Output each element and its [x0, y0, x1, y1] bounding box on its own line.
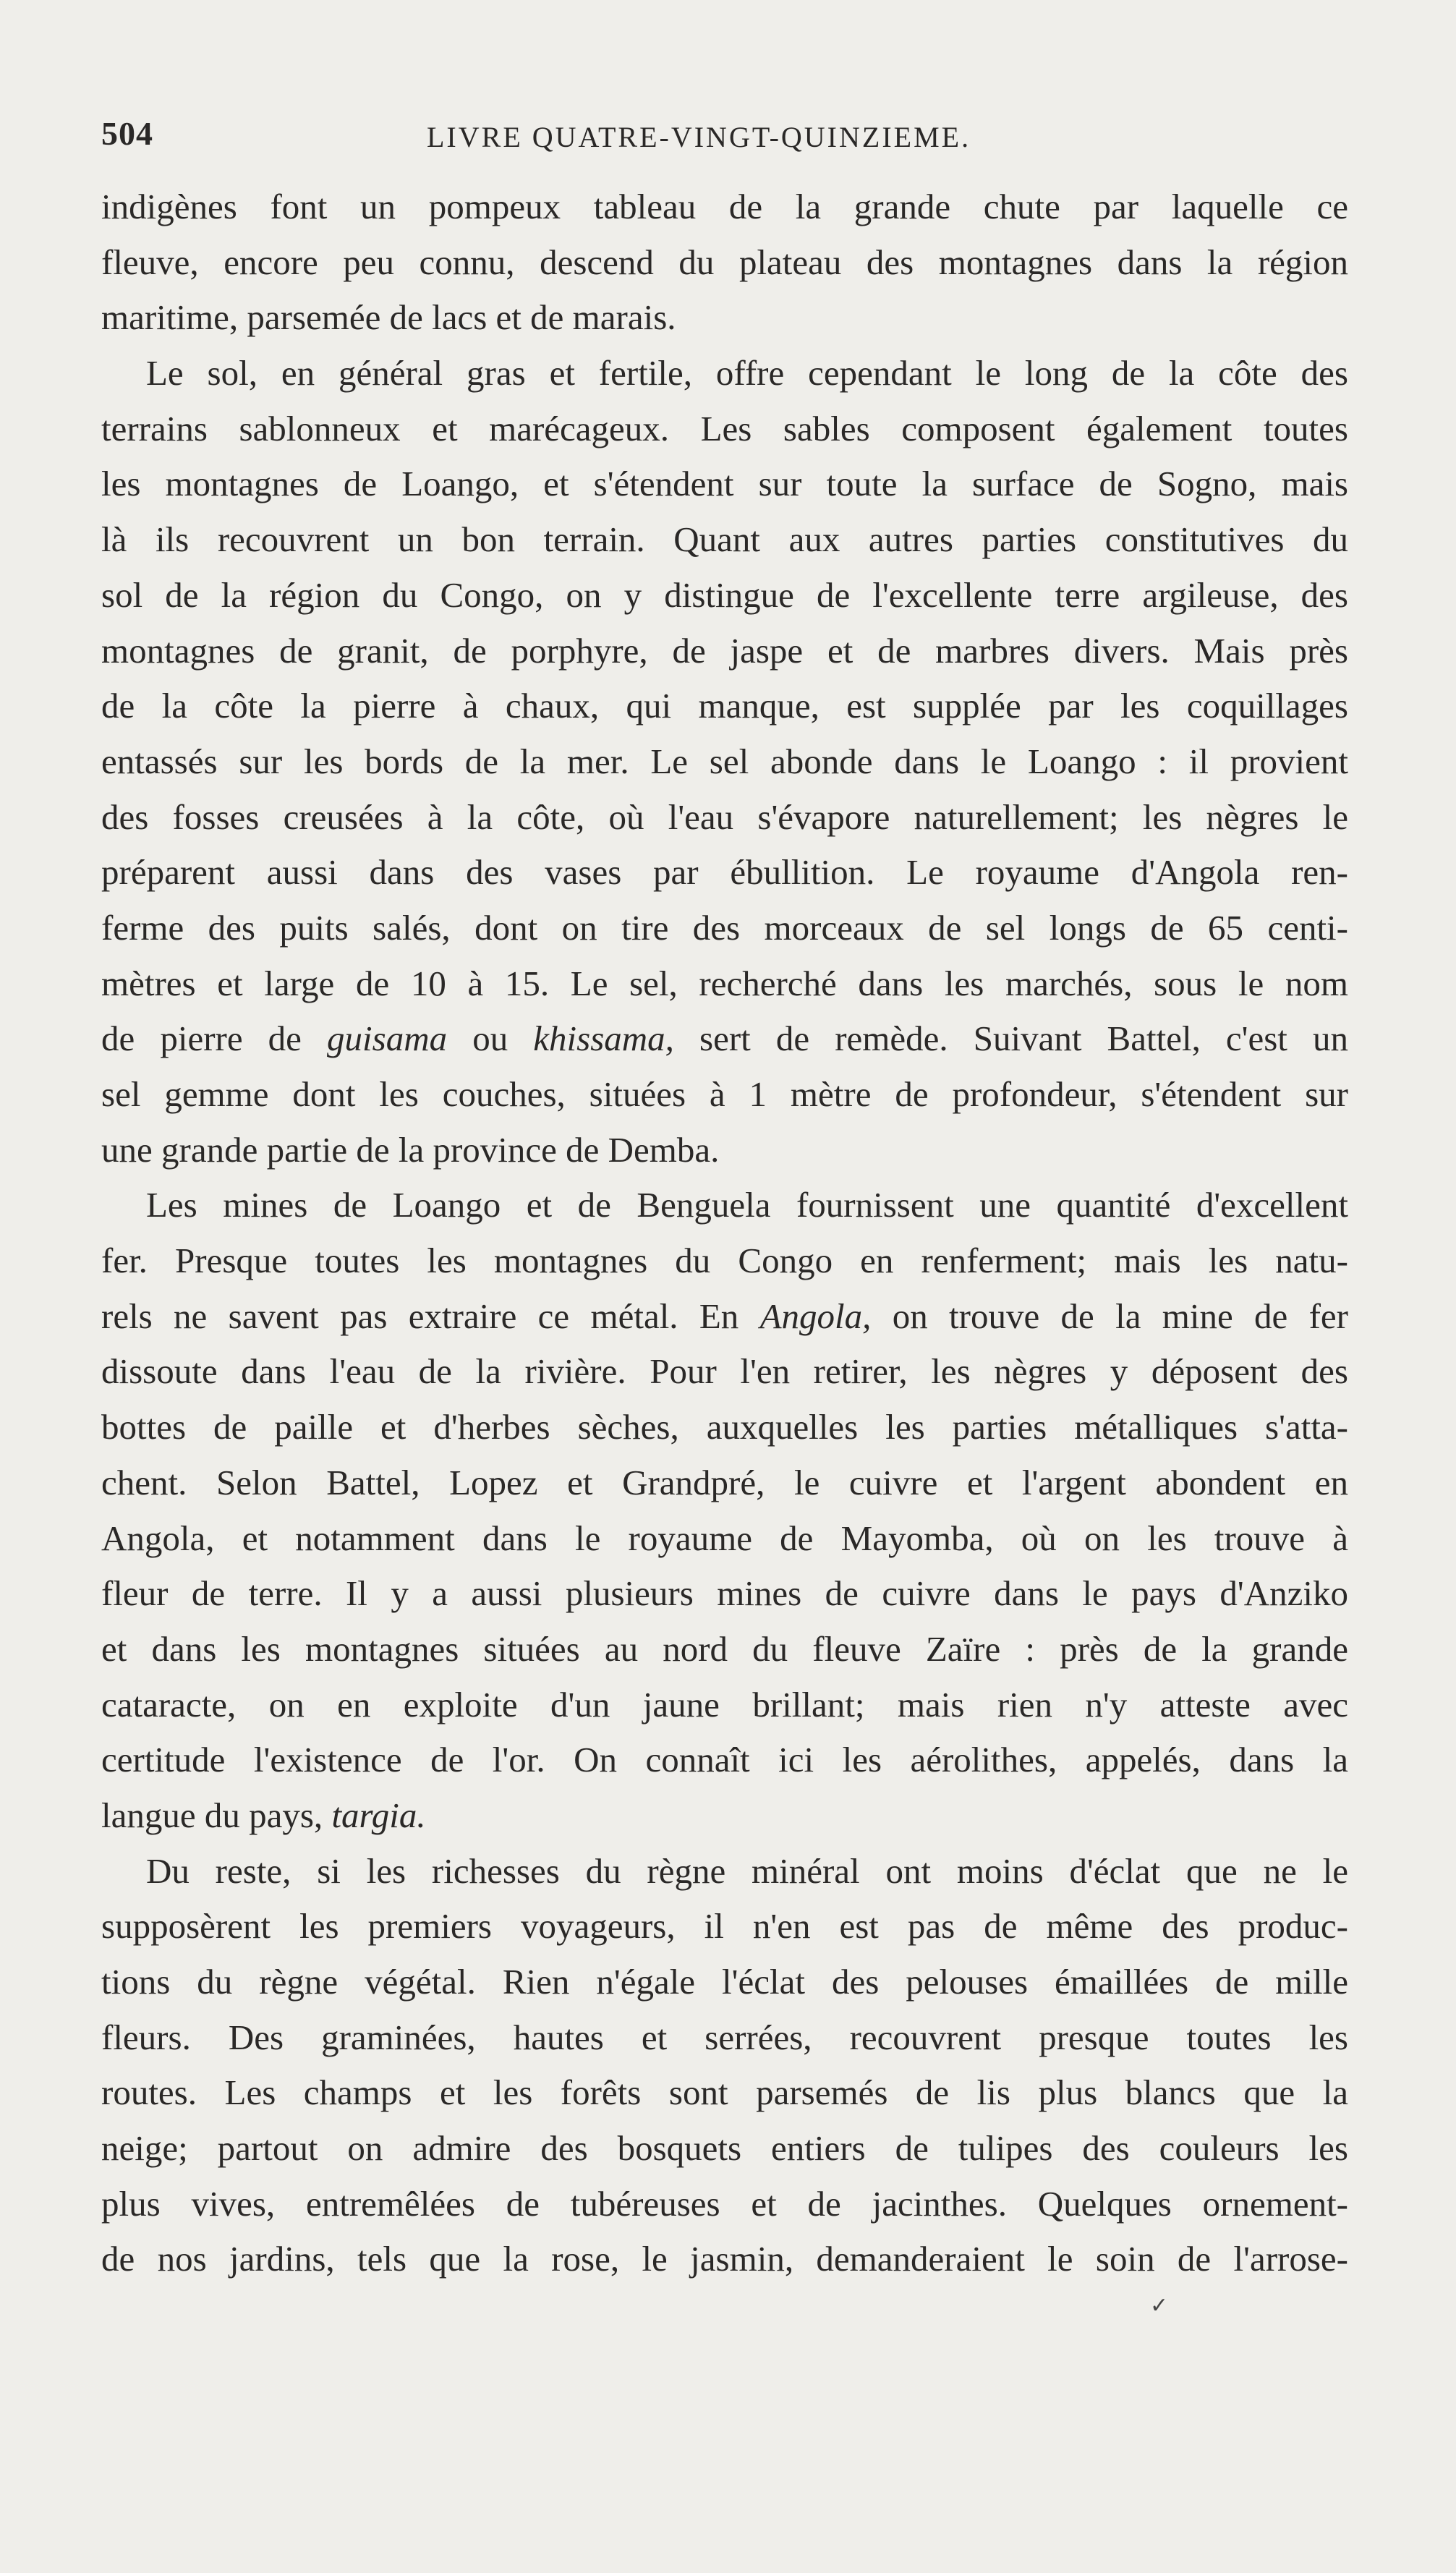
- text-line: montagnes de granit, de porphyre, de jaspe et de marbres divers. Mais près: [101, 630, 1348, 671]
- text-line: Du reste, si les richesses du règne minéral ont moins d'éclat que ne le: [146, 1850, 1348, 1891]
- text-line: dissoute dans l'eau de la rivière. Pour l'en retirer, les nègres y déposent des: [101, 1351, 1348, 1392]
- body-text: [101, 179, 1348, 2287]
- page-number: 504: [101, 115, 153, 152]
- text-line: de la côte la pierre à chaux, qui manque, est supplée par les coquillages: [101, 686, 1348, 726]
- text-line: [101, 1289, 1348, 1345]
- page-header: [0, 109, 1456, 166]
- text-segment: ou: [472, 1018, 508, 1059]
- text-line: cataracte, on en exploite d'un jaune brillant; mais rien n'y atteste avec: [101, 1684, 1348, 1724]
- text-line: chent. Selon Battel, Lopez et Grandpré, le cuivre et l'argent abondent en: [101, 1462, 1348, 1502]
- text-line: bottes de paille et d'herbes sèches, auxquelles les parties métalliques s'atta-: [101, 1407, 1348, 1447]
- text-line: supposèrent les premiers voyageurs, il n'en est pas de même des produc-: [101, 1906, 1348, 1947]
- text-line: de nos jardins, tels que la rose, le jasmin, demanderaient le soin de l'arrose-: [101, 2239, 1348, 2279]
- text-line: maritime, parsemée de lacs et de marais.: [101, 297, 676, 338]
- text-line: fleur de terre. Il y a aussi plusieurs mines de cuivre dans le pays d'Anziko: [101, 1573, 1348, 1614]
- text-line: [101, 1788, 1348, 1844]
- text-line: tions du règne végétal. Rien n'égale l'éclat des pelouses émaillées de mille: [101, 1962, 1348, 2002]
- text-line: routes. Les champs et les forêts sont parsemés de lis plus blancs que la: [101, 2072, 1348, 2113]
- text-line: les montagnes de Loango, et s'étendent sur toute la surface de Sogno, mais: [101, 464, 1348, 504]
- text-line: indigènes font un pompeux tableau de la grande chute par laquelle ce: [101, 187, 1348, 226]
- text-line: Les mines de Loango et de Benguela fournissent une quantité d'excellent: [146, 1185, 1348, 1225]
- text-line: préparent aussi dans des vases par ébullition. Le royaume d'Angola ren-: [101, 852, 1348, 893]
- italic-term-targia: targia.: [331, 1795, 426, 1835]
- text-line: et dans les montagnes situées au nord du fleuve Zaïre : près de la grande: [101, 1628, 1348, 1669]
- text-line: sel gemme dont les couches, situées à 1 mètre de profondeur, s'étendent sur: [101, 1074, 1348, 1114]
- text-segment: de pierre de: [101, 1018, 302, 1059]
- text-line: Angola, et notamment dans le royaume de Mayomba, où on les trouve à: [101, 1518, 1348, 1558]
- text-line: plus vives, entremêlées de tubéreuses et de jacinthes. Quelques ornement-: [101, 2183, 1348, 2224]
- text-line: sol de la région du Congo, on y distingue de l'excellente terre argileuse, des: [101, 574, 1348, 615]
- text-line: Le sol, en général gras et fertile, offre cependant le long de la côte des: [146, 353, 1348, 394]
- text-line: une grande partie de la province de Demba.: [101, 1129, 720, 1170]
- text-line: ferme des puits salés, dont on tire des morceaux de sel longs de 65 centi-: [101, 907, 1348, 948]
- text-line: fer. Presque toutes les montagnes du Congo en renferment; mais les natu-: [101, 1241, 1348, 1281]
- text-segment: langue du pays,: [101, 1795, 323, 1835]
- italic-term-angola: Angola,: [759, 1296, 872, 1336]
- text-line: certitude l'existence de l'or. On connaît ici les aérolithes, appelés, dans la: [101, 1740, 1348, 1780]
- text-line: fleuve, encore peu connu, descend du plateau des montagnes dans la région: [101, 242, 1348, 282]
- text-line: entassés sur les bords de la mer. Le sel abonde dans le Loango : il provient: [101, 741, 1348, 781]
- text-line: [101, 1011, 1348, 1067]
- text-segment: on trouve de la mine de fer: [892, 1296, 1348, 1336]
- text-line: mètres et large de 10 à 15. Le sel, recherché dans les marchés, sous le nom: [101, 963, 1348, 1003]
- text-line: fleurs. Des graminées, hautes et serrées, recouvrent presque toutes les: [101, 2017, 1348, 2057]
- text-segment: sert de remède. Suivant Battel, c'est un: [699, 1018, 1348, 1059]
- text-line: des fosses creusées à la côte, où l'eau s'évapore naturellement; les nègres le: [101, 796, 1348, 837]
- text-segment: rels ne savent pas extraire ce métal. En: [101, 1296, 739, 1336]
- text-line: terrains sablonneux et marécageux. Les sables composent également toutes: [101, 408, 1348, 448]
- text-line: neige; partout on admire des bosquets entiers de tulipes des couleurs les: [101, 2128, 1348, 2169]
- pencil-mark: ✓: [1150, 2294, 1169, 2318]
- running-title: LIVRE QUATRE-VINGT-QUINZIEME.: [427, 121, 971, 153]
- text-line: là ils recouvrent un bon terrain. Quant aux autres parties constitutives du: [101, 519, 1348, 560]
- italic-term-khissama: khissama,: [533, 1018, 674, 1059]
- italic-term-guisama: guisama: [327, 1018, 448, 1059]
